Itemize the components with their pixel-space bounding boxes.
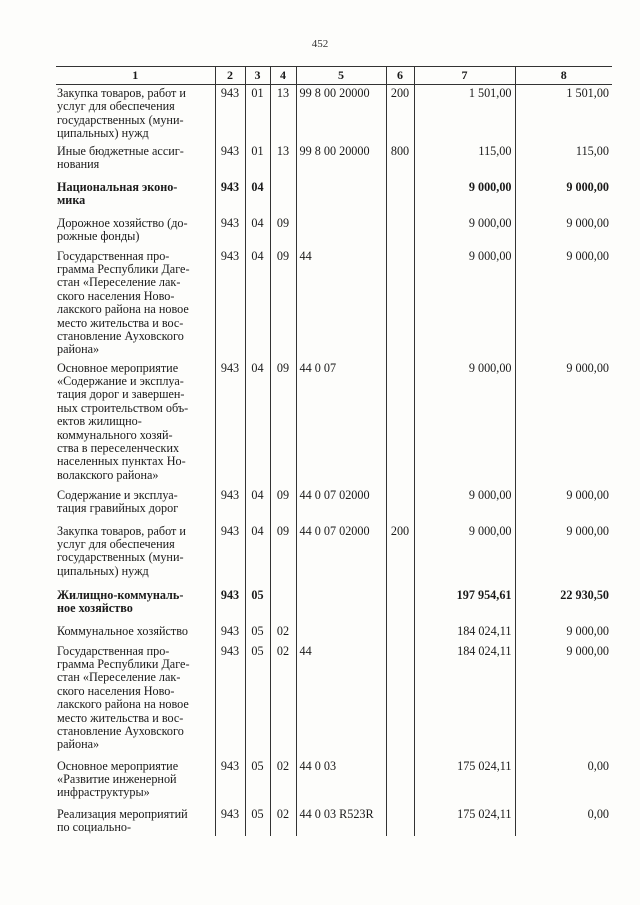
item-name-line: Основное мероприятие bbox=[57, 360, 179, 375]
subsection-code-cell: 02 bbox=[270, 758, 296, 806]
section-code-cell: 05 bbox=[245, 806, 270, 836]
section-code-cell: 05 bbox=[245, 623, 270, 643]
item-name-cell bbox=[56, 248, 215, 360]
item-name-line: инфраструктуры» bbox=[57, 785, 150, 800]
subsection-code-cell: 09 bbox=[270, 523, 296, 587]
item-name-line: государственных (муни- bbox=[57, 550, 184, 565]
item-name-cell bbox=[56, 360, 215, 487]
item-name-line: Государственная про- bbox=[57, 643, 170, 658]
amount-cell: 9 000,00 bbox=[515, 248, 612, 360]
column-header: 2 bbox=[215, 67, 245, 85]
table-header-row bbox=[56, 67, 612, 85]
item-name-line: Содержание и эксплуа- bbox=[57, 487, 178, 502]
item-name-cell bbox=[56, 643, 215, 758]
section-code-cell: 01 bbox=[245, 143, 270, 179]
target-article-cell: 44 bbox=[296, 643, 386, 758]
item-name-line: ципальных) нужд bbox=[57, 563, 149, 578]
subsection-code-cell: 09 bbox=[270, 360, 296, 487]
page-number: 452 bbox=[311, 38, 329, 50]
item-name-cell bbox=[56, 143, 215, 179]
target-article-cell: 44 0 03 R523R bbox=[296, 806, 386, 836]
item-name-cell bbox=[56, 587, 215, 623]
item-name-line: тация дорог и завершен- bbox=[57, 387, 185, 402]
item-name-line: по социально- bbox=[57, 819, 132, 834]
item-name-line: ципальных) нужд bbox=[57, 126, 149, 141]
amount-cell: 9 000,00 bbox=[414, 360, 515, 487]
item-name-cell bbox=[56, 215, 215, 248]
section-code-cell: 04 bbox=[245, 487, 270, 523]
section-code-cell: 04 bbox=[245, 179, 270, 215]
item-name-line: стан «Переселение лак- bbox=[57, 275, 181, 290]
section-code-cell: 04 bbox=[245, 248, 270, 360]
item-name-line: ского населения Ново- bbox=[57, 288, 175, 303]
item-name-line: лакского района на новое bbox=[57, 302, 189, 317]
item-name-line: ных строительством объ- bbox=[57, 400, 189, 415]
amount-cell: 9 000,00 bbox=[414, 215, 515, 248]
table-row bbox=[56, 360, 612, 487]
target-article-cell: 44 bbox=[296, 248, 386, 360]
item-name-line: Дорожное хозяйство (до- bbox=[57, 215, 188, 230]
target-article-cell: 44 0 03 bbox=[296, 758, 386, 806]
amount-cell: 184 024,11 bbox=[414, 643, 515, 758]
item-name-cell bbox=[56, 487, 215, 523]
item-name-line: «Содержание и эксплуа- bbox=[57, 373, 184, 388]
item-name-cell bbox=[56, 806, 215, 836]
table-row bbox=[56, 143, 612, 179]
item-name-line: района» bbox=[57, 737, 100, 752]
table-body bbox=[56, 85, 612, 836]
item-name-cell bbox=[56, 85, 215, 143]
item-name-line: населенных пунктах Но- bbox=[57, 454, 186, 469]
target-article-cell bbox=[296, 215, 386, 248]
item-name-line: нования bbox=[57, 156, 100, 171]
target-article-cell bbox=[296, 587, 386, 623]
target-article-cell: 44 0 07 bbox=[296, 360, 386, 487]
item-name-line: Иные бюджетные ассиг- bbox=[57, 143, 184, 158]
ministry-code-cell: 943 bbox=[215, 623, 245, 643]
subsection-code-cell: 13 bbox=[270, 143, 296, 179]
column-header: 7 bbox=[414, 67, 515, 85]
section-code-cell: 04 bbox=[245, 523, 270, 587]
amount-cell: 175 024,11 bbox=[414, 758, 515, 806]
item-name-line: услуг для обеспечения bbox=[57, 536, 175, 551]
column-header: 4 bbox=[270, 67, 296, 85]
amount-cell: 9 000,00 bbox=[515, 643, 612, 758]
table-row bbox=[56, 487, 612, 523]
amount-cell: 9 000,00 bbox=[515, 623, 612, 643]
expense-type-cell bbox=[386, 179, 414, 215]
table-row bbox=[56, 248, 612, 360]
target-article-cell: 44 0 07 02000 bbox=[296, 487, 386, 523]
ministry-code-cell: 943 bbox=[215, 487, 245, 523]
target-article-cell bbox=[296, 623, 386, 643]
amount-cell: 9 000,00 bbox=[515, 360, 612, 487]
expense-type-cell: 800 bbox=[386, 143, 414, 179]
amount-cell: 1 501,00 bbox=[414, 85, 515, 143]
expense-type-cell bbox=[386, 215, 414, 248]
item-name-line: услуг для обеспечения bbox=[57, 99, 175, 114]
expense-type-cell bbox=[386, 758, 414, 806]
expense-type-cell bbox=[386, 360, 414, 487]
amount-cell: 0,00 bbox=[515, 758, 612, 806]
expense-type-cell bbox=[386, 248, 414, 360]
section-code-cell: 05 bbox=[245, 587, 270, 623]
item-name-line: ского населения Ново- bbox=[57, 683, 175, 698]
item-name-line: Закупка товаров, работ и bbox=[57, 86, 186, 100]
expense-type-cell bbox=[386, 806, 414, 836]
amount-cell: 9 000,00 bbox=[515, 215, 612, 248]
item-name-line: волакского района» bbox=[57, 467, 159, 482]
amount-cell: 115,00 bbox=[515, 143, 612, 179]
table-row bbox=[56, 806, 612, 836]
amount-cell: 175 024,11 bbox=[414, 806, 515, 836]
amount-cell: 9 000,00 bbox=[414, 179, 515, 215]
item-name-line: становление Ауховского bbox=[57, 723, 184, 738]
column-header: 8 bbox=[515, 67, 612, 85]
item-name-cell bbox=[56, 623, 215, 643]
item-name-line: место жительства и вос- bbox=[57, 315, 184, 330]
column-header: 6 bbox=[386, 67, 414, 85]
amount-cell: 9 000,00 bbox=[515, 523, 612, 587]
target-article-cell: 99 8 00 20000 bbox=[296, 85, 386, 143]
section-code-cell: 04 bbox=[245, 215, 270, 248]
amount-cell: 9 000,00 bbox=[414, 487, 515, 523]
table-row bbox=[56, 643, 612, 758]
subsection-code-cell: 09 bbox=[270, 487, 296, 523]
item-name-line: лакского района на новое bbox=[57, 697, 189, 712]
amount-cell: 184 024,11 bbox=[414, 623, 515, 643]
item-name-cell bbox=[56, 523, 215, 587]
section-code-cell: 01 bbox=[245, 85, 270, 143]
expense-type-cell: 200 bbox=[386, 85, 414, 143]
item-name-line: района» bbox=[57, 342, 100, 357]
expense-type-cell bbox=[386, 623, 414, 643]
section-code-cell: 05 bbox=[245, 758, 270, 806]
item-name-cell bbox=[56, 179, 215, 215]
table-row bbox=[56, 215, 612, 248]
subsection-code-cell: 02 bbox=[270, 623, 296, 643]
amount-cell: 115,00 bbox=[414, 143, 515, 179]
subsection-code-cell: 13 bbox=[270, 85, 296, 143]
amount-cell: 197 954,61 bbox=[414, 587, 515, 623]
column-header: 3 bbox=[245, 67, 270, 85]
item-name-line: коммунального хозяй- bbox=[57, 427, 173, 442]
ministry-code-cell: 943 bbox=[215, 758, 245, 806]
column-header: 1 bbox=[56, 67, 215, 85]
budget-table bbox=[56, 66, 612, 836]
item-name-line: мика bbox=[57, 192, 86, 207]
subsection-code-cell: 09 bbox=[270, 215, 296, 248]
item-name-line: ства в переселенческих bbox=[57, 440, 180, 455]
ministry-code-cell: 943 bbox=[215, 143, 245, 179]
column-header: 5 bbox=[296, 67, 386, 85]
amount-cell: 9 000,00 bbox=[414, 523, 515, 587]
item-name-line: становление Ауховского bbox=[57, 328, 184, 343]
amount-cell: 9 000,00 bbox=[515, 487, 612, 523]
item-name-line: Реализация мероприятий bbox=[57, 806, 188, 821]
item-name-line: Жилищно-коммуналь- bbox=[57, 587, 184, 602]
table-row bbox=[56, 623, 612, 643]
expense-type-cell bbox=[386, 487, 414, 523]
table-row bbox=[56, 523, 612, 587]
amount-cell: 9 000,00 bbox=[414, 248, 515, 360]
section-code-cell: 04 bbox=[245, 360, 270, 487]
ministry-code-cell: 943 bbox=[215, 248, 245, 360]
section-code-cell: 05 bbox=[245, 643, 270, 758]
table-row bbox=[56, 179, 612, 215]
target-article-cell: 99 8 00 20000 bbox=[296, 143, 386, 179]
subsection-code-cell: 09 bbox=[270, 248, 296, 360]
item-name-line: «Развитие инженерной bbox=[57, 771, 177, 786]
target-article-cell bbox=[296, 179, 386, 215]
item-name-line: рожные фонды) bbox=[57, 228, 140, 243]
amount-cell: 0,00 bbox=[515, 806, 612, 836]
table-row bbox=[56, 758, 612, 806]
ministry-code-cell: 943 bbox=[215, 360, 245, 487]
item-name-line: ное хозяйство bbox=[57, 600, 133, 615]
subsection-code-cell bbox=[270, 179, 296, 215]
subsection-code-cell bbox=[270, 587, 296, 623]
target-article-cell: 44 0 07 02000 bbox=[296, 523, 386, 587]
amount-cell: 1 501,00 bbox=[515, 85, 612, 143]
item-name-line: стан «Переселение лак- bbox=[57, 670, 181, 685]
item-name-line: Государственная про- bbox=[57, 248, 170, 263]
subsection-code-cell: 02 bbox=[270, 643, 296, 758]
ministry-code-cell: 943 bbox=[215, 587, 245, 623]
item-name-line: ектов жилищно- bbox=[57, 414, 142, 429]
item-name-line: грамма Республики Даге- bbox=[57, 656, 190, 671]
expense-type-cell bbox=[386, 643, 414, 758]
ministry-code-cell: 943 bbox=[215, 215, 245, 248]
ministry-code-cell: 943 bbox=[215, 806, 245, 836]
item-name-line: место жительства и вос- bbox=[57, 710, 184, 725]
item-name-line: Закупка товаров, работ и bbox=[57, 523, 186, 538]
table-row bbox=[56, 587, 612, 623]
item-name-line: тация гравийных дорог bbox=[57, 500, 179, 515]
item-name-line: Национальная эконо- bbox=[57, 179, 178, 194]
item-name-line: грамма Республики Даге- bbox=[57, 261, 190, 276]
item-name-cell bbox=[56, 758, 215, 806]
item-name-line: Коммунальное хозяйство bbox=[57, 623, 188, 638]
amount-cell: 22 930,50 bbox=[515, 587, 612, 623]
ministry-code-cell: 943 bbox=[215, 179, 245, 215]
expense-type-cell: 200 bbox=[386, 523, 414, 587]
ministry-code-cell: 943 bbox=[215, 85, 245, 143]
expense-type-cell bbox=[386, 587, 414, 623]
subsection-code-cell: 02 bbox=[270, 806, 296, 836]
amount-cell: 9 000,00 bbox=[515, 179, 612, 215]
item-name-line: государственных (муни- bbox=[57, 112, 184, 127]
table-row bbox=[56, 85, 612, 143]
item-name-line: Основное мероприятие bbox=[57, 758, 179, 773]
ministry-code-cell: 943 bbox=[215, 523, 245, 587]
ministry-code-cell: 943 bbox=[215, 643, 245, 758]
